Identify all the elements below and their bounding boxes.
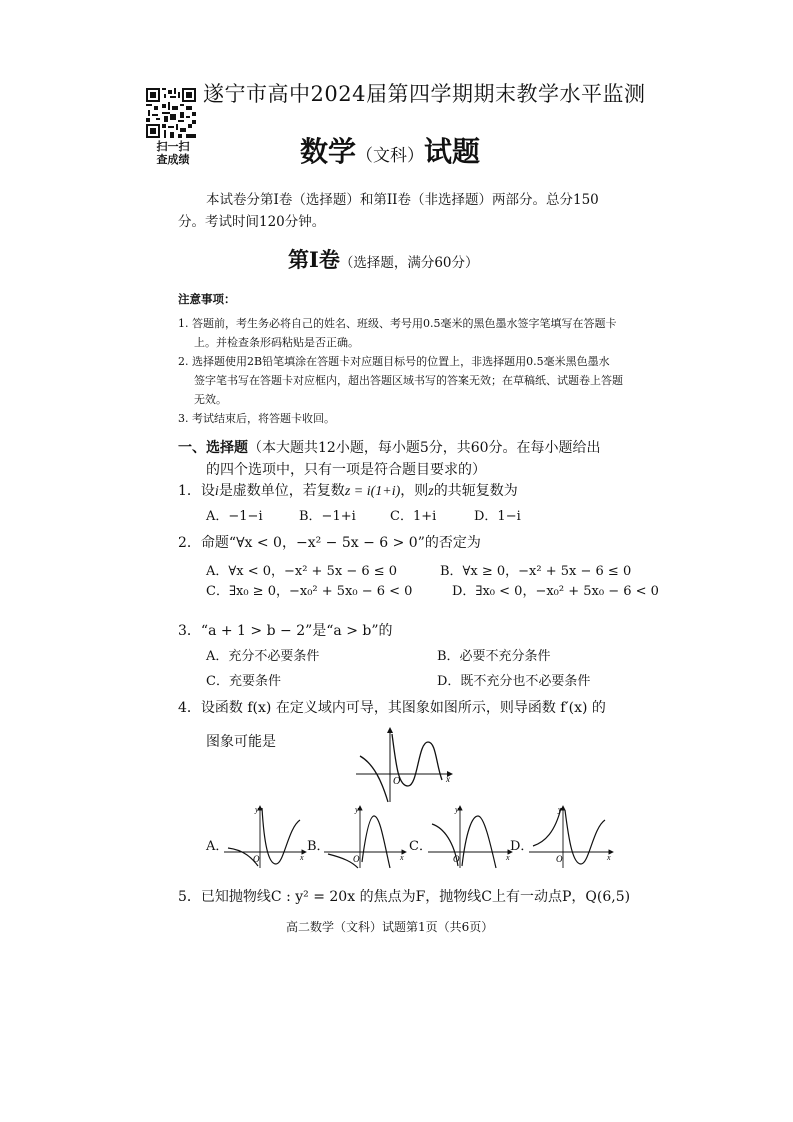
y-axis-label: y [558,805,562,814]
q3-option-b: B．必要不充分条件 [437,649,551,664]
q2-option-c: C．∃x₀ ≥ 0，−x₀² + 5x₀ − 6 < 0 [206,584,413,599]
y-axis-label: y [455,805,459,814]
curve [262,808,300,864]
question-4 [178,697,606,717]
exam-title [300,130,480,170]
curve [362,816,390,868]
origin-label: O [253,854,260,864]
y-axis-label: y [355,805,359,814]
school-title: 遂宁市高中2024届第四学期期末教学水平监测 [203,82,646,106]
question-3 [178,620,393,640]
page-footer: 高二数学（文科）试题第1页（共6页） [286,920,494,934]
volume-heading [288,244,479,274]
q4-label-b: B． [307,839,330,854]
q2-number: 2． [178,535,201,551]
q5-number: 5． [178,889,201,905]
q1-number: 1． [178,483,201,499]
origin-label: O [453,854,460,864]
q1-option-d: D．1−i [474,509,521,524]
q5-text: 已知抛物线C : y² = 20x 的焦点为F，抛物线C上有一动点P，Q(6,5) [200,889,631,905]
question-5 [178,886,630,906]
origin-label: O [556,854,563,864]
q4-label-c: C． [409,839,432,854]
subject-suffix: 试题 [424,135,481,168]
q4-text-1: 设函数 f(x) 在定义域内可导，其图象如图所示，则导函数 f′(x) 的 [200,700,606,716]
question-2 [178,532,481,552]
q4-number: 4． [178,700,201,716]
q1-var-i: i [214,484,219,499]
q4-text-2: 图象可能是 [206,734,276,750]
notice-item: 签字笔书写在答题卡对应框内，超出答题区域书写的答案无效；在草稿纸、试题卷上答题 [194,374,623,387]
q4-label-a: A． [206,839,229,854]
notice-heading: 注意事项： [178,292,236,306]
section-desc-1: （本大题共12小题，每小题5分，共60分。在每小题给出 [248,440,601,456]
x-axis-label: x [300,853,304,862]
q3-number: 3． [178,623,201,639]
curve [533,808,561,846]
q4-label-d: D． [510,839,534,854]
origin-label: O [393,776,401,787]
volume-label: 第Ⅰ卷 [288,247,340,272]
qr-caption-line-2: 查成绩 [156,153,190,166]
q1-text-b: 是虚数单位，若复数 [218,483,345,499]
q3-option-c: C．充要条件 [206,674,281,689]
q1-var-z: z [428,484,434,499]
notice-item: 上。并检查条形码粘贴是否正确。 [194,336,359,349]
x-axis-label: x [607,853,611,862]
q4-option-a-graph [222,802,310,870]
q1-expr: z = i(1+i) [344,484,401,499]
x-axis-label: x [506,853,510,862]
notice-item: 3. 考试结束后，将答题卡收回。 [178,412,335,425]
notice-item: 1. 答题前，考生务必将自己的姓名、班级、考号用0.5毫米的黑色墨水签字笔填写在答题卡 [178,317,617,330]
subject-type: （文科） [356,146,425,166]
origin-label: O [353,854,360,864]
section-desc-2: 的四个选项中，只有一项是符合题目要求的） [206,462,486,478]
x-axis-label: x [400,853,404,862]
q4-option-c-graph [426,802,516,870]
notice-item: 无效。 [194,393,227,406]
q3-option-a: A．充分不必要条件 [206,649,320,664]
q2-option-d: D．∃x₀ < 0，−x₀² + 5x₀ − 6 < 0 [452,584,659,599]
qr-caption [148,140,198,166]
q1-option-a: A．−1−i [206,509,263,524]
q2-option-a: A．∀x < 0，−x² + 5x − 6 ≤ 0 [206,564,398,579]
section-title: 一、选择题 [178,440,248,456]
q4-option-b-graph [322,802,410,870]
x-axis-label: x [446,774,450,784]
section-heading [178,437,628,481]
notice-list [178,314,623,428]
curve-left-branch [360,756,388,802]
q3-text: “a + 1 > b − 2”是“a > b”的 [200,623,393,639]
q4-main-graph [352,724,458,804]
q1-option-c: C．1+i [390,509,437,524]
q1-text-d: 的共轭复数为 [433,483,518,499]
q2-text: 命题“∀x < 0，−x² − 5x − 6 > 0”的否定为 [200,535,481,551]
intro-paragraph: 本试卷分第Ⅰ卷（选择题）和第II卷（非选择题）两部分。总分150分。考试时间120分钟。 [178,192,599,230]
y-axis-label: y [255,805,259,814]
qr-code [146,88,196,138]
qr-caption-line-1: 扫一扫 [156,140,190,153]
question-1 [178,480,518,500]
curve [462,816,496,868]
q4-option-d-graph [527,802,617,870]
q1-option-b: B．−1+i [299,509,356,524]
q2-option-b: B．∀x ≥ 0，−x² + 5x − 6 ≤ 0 [440,564,632,579]
subject: 数学 [300,135,357,168]
volume-note: （选择题，满分60分） [339,255,479,271]
notice-item: 2. 选择题使用2B铅笔填涂在答题卡对应题目标号的位置上，非选择题用0.5毫米黑色墨水 [178,355,610,368]
curve [565,810,605,864]
q1-text-a: 设 [200,483,215,499]
q3-option-d: D．既不充分也不必要条件 [437,674,591,689]
q1-text-c: ，则 [400,483,429,499]
